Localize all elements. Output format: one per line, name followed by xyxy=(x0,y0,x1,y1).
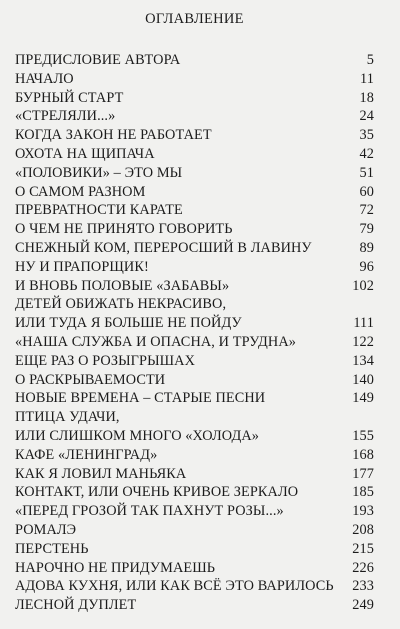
toc-entry xyxy=(15,295,374,333)
toc-entry xyxy=(15,145,374,164)
toc-entry xyxy=(15,70,374,89)
toc-entry xyxy=(15,201,374,220)
toc-entry-title-line: КАФЕ «ЛЕНИНГРАД» xyxy=(15,446,158,463)
toc-entry-page-number: 11 xyxy=(360,70,374,87)
toc-entry-title-line: О ЧЕМ НЕ ПРИНЯТО ГОВОРИТЬ xyxy=(15,221,233,238)
toc-entry-title xyxy=(15,596,346,615)
toc-entry xyxy=(15,126,374,145)
toc-entry-page-number: 79 xyxy=(359,221,374,238)
toc-entry-page-number: 233 xyxy=(352,578,374,595)
toc-entry xyxy=(15,164,374,183)
toc-entry-title-line: БУРНЫЙ СТАРТ xyxy=(15,89,124,106)
toc-entry-page-number: 155 xyxy=(352,427,374,444)
toc-entry xyxy=(15,333,374,352)
toc-entry-title-line: КАК Я ЛОВИЛ МАНЬЯКА xyxy=(15,465,187,482)
toc-entry-title xyxy=(15,126,346,145)
toc-entry-title-line: ПРЕДИСЛОВИЕ АВТОРА xyxy=(15,52,181,68)
toc-entry-title-line: НАРОЧНО НЕ ПРИДУМАЕШЬ xyxy=(15,559,216,576)
toc-entry-title-line: ИЛИ СЛИШКОМ МНОГО «ХОЛОДА» xyxy=(15,427,259,444)
toc-entry-page-number: 249 xyxy=(352,597,374,614)
toc-entry-page-number: 24 xyxy=(359,108,374,125)
toc-entry-title xyxy=(15,277,346,296)
toc-entry-page-number: 168 xyxy=(352,446,374,463)
toc-entry-title-line: АДОВА КУХНЯ, ИЛИ КАК ВСЁ ЭТО ВАРИЛОСЬ xyxy=(15,578,334,595)
toc-entry-page-number: 51 xyxy=(359,164,374,181)
toc-entry xyxy=(15,89,374,108)
toc-entry-title xyxy=(15,577,346,596)
toc-entry-title-line: О САМОМ РАЗНОМ xyxy=(15,183,146,200)
toc-entry-page-number: 60 xyxy=(359,183,374,200)
toc-entry-title-line: НАЧАЛО xyxy=(15,70,74,87)
toc-entry xyxy=(15,107,374,126)
toc-entry-page-number: 149 xyxy=(352,390,374,407)
toc-entry xyxy=(15,352,374,371)
toc-entry-title xyxy=(15,352,346,371)
toc-entry-title-line: НОВЫЕ ВРЕМЕНА – СТАРЫЕ ПЕСНИ xyxy=(15,390,266,407)
toc-entry-title-line: «СТРЕЛЯЛИ...» xyxy=(15,108,116,125)
toc-entry-title-line: О РАСКРЫВАЕМОСТИ xyxy=(15,371,166,388)
toc-entry-page-number: 96 xyxy=(359,258,374,275)
toc-entry-title xyxy=(15,408,346,446)
toc-entry-title-line: ИЛИ ТУДА Я БОЛЬШЕ НЕ ПОЙДУ xyxy=(15,315,242,332)
toc-entry-page-number: 42 xyxy=(359,145,374,162)
toc-entry xyxy=(15,239,374,258)
toc-entry-page-number: 18 xyxy=(359,89,374,106)
toc-entry xyxy=(15,540,374,559)
toc-entry-title xyxy=(15,465,346,484)
toc-entry xyxy=(15,51,374,70)
toc-entry-title xyxy=(15,145,346,164)
toc-entry xyxy=(15,577,374,596)
toc-entry-page-number: 5 xyxy=(366,52,374,68)
toc-entry-title xyxy=(15,201,346,220)
toc-entry-page-number: 134 xyxy=(352,352,374,369)
toc-entry-title-line: СНЕЖНЫЙ КОМ, ПЕРЕРОСШИЙ В ЛАВИНУ xyxy=(15,239,312,256)
toc-entry-title-line: КОГДА ЗАКОН НЕ РАБОТАЕТ xyxy=(15,127,212,144)
toc-entry-title-line: КОНТАКТ, ИЛИ ОЧЕНЬ КРИВОЕ ЗЕРКАЛО xyxy=(15,484,299,501)
toc-entry xyxy=(15,483,374,502)
toc-entry xyxy=(15,258,374,277)
toc-entry-title-line: «НАША СЛУЖБА И ОПАСНА, И ТРУДНА» xyxy=(15,333,296,350)
toc-entry xyxy=(15,277,374,296)
toc-entry-page-number: 215 xyxy=(352,540,374,557)
toc-entry-title xyxy=(15,164,346,183)
toc-entry-page-number: 72 xyxy=(359,202,374,219)
toc-entry-page-number: 140 xyxy=(352,371,374,388)
table-of-contents xyxy=(15,51,374,615)
toc-entry xyxy=(15,521,374,540)
toc-entry xyxy=(15,502,374,521)
toc-entry-page-number: 122 xyxy=(352,333,374,350)
toc-entry xyxy=(15,408,374,446)
toc-entry-title xyxy=(15,389,346,408)
toc-entry-page-number: 177 xyxy=(352,465,374,482)
toc-entry-title xyxy=(15,371,346,390)
toc-entry-title xyxy=(15,107,346,126)
toc-entry-title xyxy=(15,502,346,521)
toc-entry-title-line: «ПЕРЕД ГРОЗОЙ ТАК ПАХНУТ РОЗЫ...» xyxy=(15,503,284,520)
toc-entry-title xyxy=(15,521,346,540)
toc-entry-title xyxy=(15,89,346,108)
toc-entry xyxy=(15,559,374,578)
toc-entry-page-number: 89 xyxy=(359,239,374,256)
toc-entry-title-line: РОМАЛЭ xyxy=(15,521,77,538)
toc-entry-title xyxy=(15,540,346,559)
toc-entry-title xyxy=(15,183,346,202)
toc-entry-title-line: ДЕТЕЙ ОБИЖАТЬ НЕКРАСИВО, xyxy=(15,296,227,313)
toc-entry-title-line: ПРЕВРАТНОСТИ КАРАТЕ xyxy=(15,202,183,219)
toc-entry-page-number: 35 xyxy=(359,127,374,144)
toc-entry-page-number: 193 xyxy=(352,503,374,520)
toc-entry xyxy=(15,220,374,239)
toc-entry-title xyxy=(15,239,346,258)
toc-entry-title-line: НУ И ПРАПОРЩИК! xyxy=(15,258,149,275)
toc-entry xyxy=(15,446,374,465)
toc-entry-title xyxy=(15,70,346,89)
toc-entry-title-line: «ПОЛОВИКИ» – ЭТО МЫ xyxy=(15,164,183,181)
toc-entry-title xyxy=(15,446,346,465)
toc-entry-title-line: ПЕРСТЕНЬ xyxy=(15,540,89,557)
toc-entry-title xyxy=(15,483,346,502)
toc-entry xyxy=(15,596,374,615)
toc-entry-page-number: 208 xyxy=(352,521,374,538)
toc-entry xyxy=(15,371,374,390)
toc-entry-page-number: 111 xyxy=(353,315,374,332)
toc-entry-title-line: ОХОТА НА ЩИПАЧА xyxy=(15,145,155,162)
toc-entry-title-line: И ВНОВЬ ПОЛОВЫЕ «ЗАБАВЫ» xyxy=(15,277,230,294)
toc-entry-page-number: 185 xyxy=(352,484,374,501)
toc-entry-title xyxy=(15,258,346,277)
toc-entry-title xyxy=(15,559,346,578)
toc-entry-title xyxy=(15,51,346,70)
toc-entry-title-line: ЕЩЕ РАЗ О РОЗЫГРЫШАХ xyxy=(15,352,196,369)
page-title: ОГЛАВЛЕНИЕ xyxy=(145,11,244,27)
toc-entry-title-line: ПТИЦА УДАЧИ, xyxy=(15,409,120,426)
toc-entry-title xyxy=(15,295,346,333)
toc-entry-title xyxy=(15,333,346,352)
toc-entry xyxy=(15,465,374,484)
toc-entry-title xyxy=(15,220,346,239)
toc-entry-page-number: 226 xyxy=(352,559,374,576)
toc-entry-title-line: ЛЕСНОЙ ДУПЛЕТ xyxy=(15,597,137,614)
toc-entry-page-number: 102 xyxy=(352,277,374,294)
toc-entry xyxy=(15,389,374,408)
toc-entry xyxy=(15,183,374,202)
